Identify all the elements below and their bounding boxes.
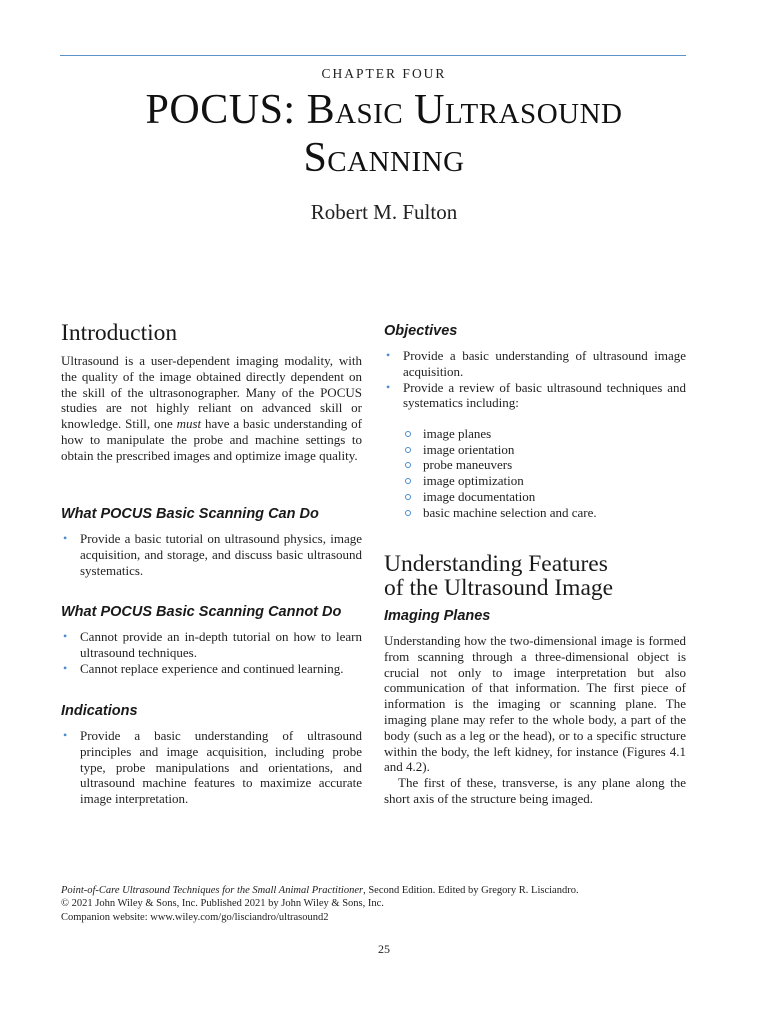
chapter-label: CHAPTER FOUR xyxy=(321,66,447,81)
chapter-title-line-2: Scanning xyxy=(303,135,465,181)
sub-list-item xyxy=(384,505,686,521)
hollow-bullet-icon xyxy=(405,478,411,484)
introduction-text-start: Ultrasound is a user-dependent imaging modality, with the quality of the image obtained directly dependent on the skill of the ultrasonographer. Many of the POCUS studies are not highly reliant on advanced skill or knowledge. Still, one xyxy=(61,353,362,432)
sub-list-item-text: image optimization xyxy=(423,473,524,489)
footer-copyright: © 2021 John Wiley & Sons, Inc. Published 2021 by John Wiley & Sons, Inc. xyxy=(61,898,384,910)
introduction-heading: Introduction xyxy=(61,320,178,346)
list-item xyxy=(61,531,362,578)
bullet-icon: • xyxy=(63,629,68,643)
cannot-do-list xyxy=(61,629,362,676)
footer-companion-website: Companion website: www.wiley.com/go/lisciandro/ultrasound2 xyxy=(61,911,329,923)
can-do-list xyxy=(61,531,362,578)
imaging-planes-heading: Imaging Planes xyxy=(384,608,491,624)
hollow-bullet-icon xyxy=(405,494,411,500)
objectives-sub-list xyxy=(384,426,686,520)
list-item xyxy=(61,629,362,661)
chapter-title-line-1: POCUS: Basic Ultrasound xyxy=(145,87,623,133)
list-item-text: Provide a review of basic ultrasound techniques and systematics including: xyxy=(403,379,686,411)
footer-edition: , Second Edition. Edited by Gregory R. Lisciandro. xyxy=(363,885,579,896)
hollow-bullet-icon xyxy=(405,462,411,468)
list-item-text: Cannot provide an in-depth tutorial on how to learn ultrasound techniques. xyxy=(80,629,362,660)
features-heading-line-2: of the Ultrasound Image xyxy=(384,575,614,601)
cannot-do-heading: What POCUS Basic Scanning Cannot Do xyxy=(61,604,342,620)
bullet-icon: • xyxy=(63,531,68,545)
indications-list xyxy=(61,728,362,807)
list-item-text: Provide a basic understanding of ultrasound principles and image acquisition, including probe type, probe manipulations and orientations, and ultrasound machine features to maximize accurate image interpretation. xyxy=(80,728,362,807)
sub-list-item-text: image planes xyxy=(423,426,492,441)
bullet-icon: • xyxy=(386,348,391,362)
sub-list-item-text: basic machine selection and care. xyxy=(423,504,597,520)
imaging-planes-paragraph-2: The first of these, transverse, is any plane along the short axis of the structure being imaged. xyxy=(384,775,686,806)
list-item xyxy=(61,661,362,677)
objectives-list xyxy=(384,348,686,411)
introduction-emphasis: must xyxy=(176,416,202,432)
sub-list-item xyxy=(384,473,686,489)
bullet-icon: • xyxy=(386,379,391,394)
list-item-text: Provide a basic understanding of ultrasound image acquisition. xyxy=(403,348,686,379)
hollow-bullet-icon xyxy=(405,447,411,453)
sub-list-item xyxy=(384,489,686,505)
can-do-heading: What POCUS Basic Scanning Can Do xyxy=(61,506,319,522)
bullet-icon: • xyxy=(63,728,68,742)
chapter-title xyxy=(0,86,768,182)
indications-heading: Indications xyxy=(61,703,138,719)
footer-book-title: Point-of-Care Ultrasound Techniques for the Small Animal Practitioner xyxy=(61,885,364,896)
sub-list-item-text: image orientation xyxy=(423,441,515,457)
features-heading xyxy=(384,552,613,600)
sub-list-item-text: probe maneuvers xyxy=(423,457,513,473)
features-heading-line-1: Understanding Features xyxy=(384,551,608,577)
footer xyxy=(61,884,701,924)
sub-list-item xyxy=(384,442,686,458)
list-item xyxy=(384,380,686,412)
imaging-planes-paragraph-1: Understanding how the two-dimensional image is formed from scanning through a three-dimensional object is crucial not only to image interpretation but also communication of that information. The first piece of information is the imaging or scanning plane. The imaging plane may refer to the whole body, a part of the body (such as a leg or the head), or to a specific structure within the body, the left kidney, for instance (Figures 4.1 and 4.2). xyxy=(384,633,686,775)
page-number: 25 xyxy=(378,942,390,956)
list-item xyxy=(61,728,362,807)
list-item-text: Provide a basic tutorial on ultrasound physics, image acquisition, and storage, and discuss basic ultrasound systematics. xyxy=(80,531,362,578)
hollow-bullet-icon xyxy=(405,431,411,437)
objectives-heading: Objectives xyxy=(384,323,458,339)
sub-list-item xyxy=(384,457,686,473)
sub-list-item-text: image documentation xyxy=(423,488,536,504)
list-item-text: Cannot replace experience and continued learning. xyxy=(80,660,344,676)
introduction-text-end: have a basic understanding of how to manipulate the probe and machine settings to obtain the prescribed images and optimize image quality. xyxy=(61,416,362,463)
footer-citation xyxy=(61,884,701,897)
author-name: Robert M. Fulton xyxy=(310,200,458,224)
list-item xyxy=(384,348,686,380)
sub-list-item xyxy=(384,426,686,442)
bullet-icon: • xyxy=(63,660,68,675)
header-rule xyxy=(60,55,686,56)
hollow-bullet-icon xyxy=(405,510,411,516)
introduction-paragraph xyxy=(61,353,362,464)
